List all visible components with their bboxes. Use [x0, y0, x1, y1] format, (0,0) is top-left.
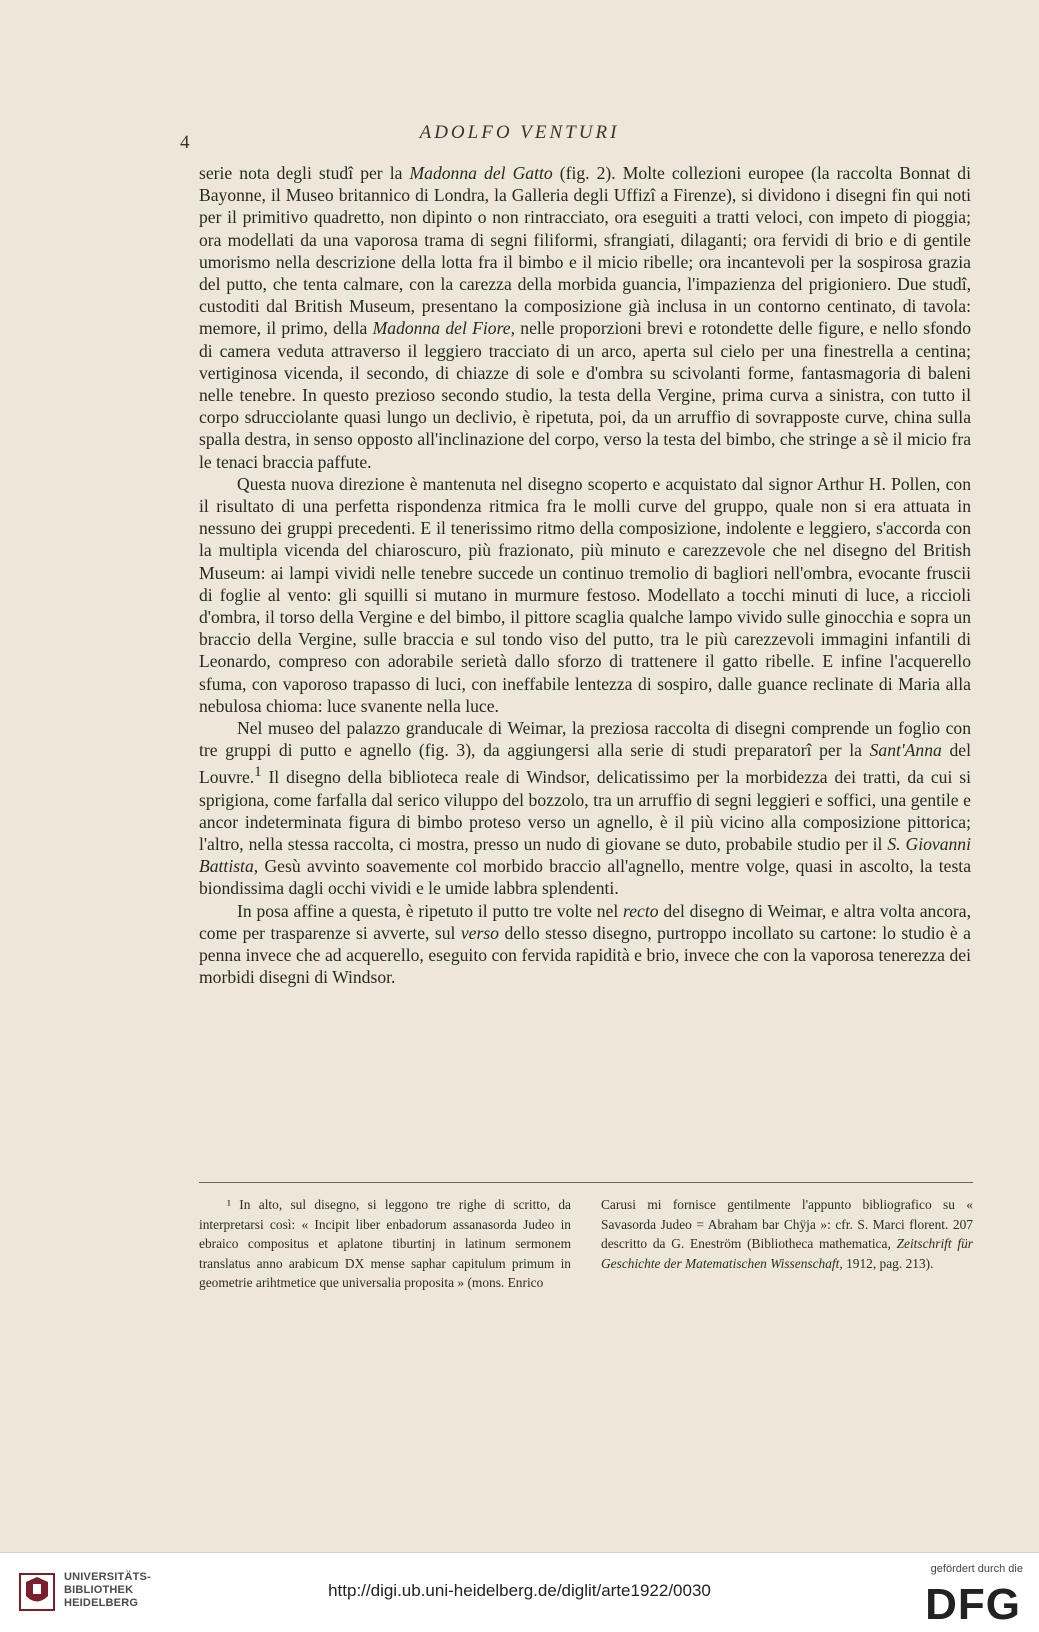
footnotes — [199, 1195, 973, 1293]
paragraph-3: Nel museo del palazzo granducale di Weimar, la preziosa raccolta di disegni comprende un foglio con tre gruppi di putto e agnello (fig. 3), da aggiungersi alla serie di studi preparatorî per la Sant'Anna del Louvre.$^1$ Il disegno della biblioteca reale di Windsor, delicatissimo per la morbidezza dei tratti, da cui si sprigiona, come farfalla dal serico viluppo del bozzolo, tra un arruffio di segni leggieri e soffici, una gentile e ancor indeterminata figura di bimbo proteso verso un agnello, è il più vicino alla composizione pittorica; l'altro, nella stessa raccolta, ci mostra, presso un nudo di giovane se duto, probabile studio per il S. Giovanni Battista, Gesù avvinto soavemente col morbido braccio all'agnello, mentre volge, quasi in ascolto, la testa biondissima dagli occhi vividi e le umide labbra splendenti. — [199, 718, 971, 899]
artwork-title: Sant'Anna — [869, 740, 942, 761]
main-text — [199, 162, 971, 988]
source-url-link[interactable]: http://digi.ub.uni-heidelberg.de/diglit/arte1922/0030 — [328, 1581, 711, 1600]
running-title: ADOLFO VENTURI — [419, 122, 620, 143]
institution-name: UNIVERSITÄTS- BIBLIOTHEK HEIDELBERG — [64, 1571, 151, 1609]
artwork-title: Madonna del Fiore, — [372, 318, 515, 339]
dfg-logo: DFG — [925, 1580, 1021, 1629]
artwork-title: S. Giovanni Battista, — [199, 833, 971, 877]
page-number: 4 — [180, 132, 190, 153]
paragraph-2: Questa nuova direzione è mantenuta nel disegno scoperto e acquistato dal signor Arthur H. Pollen, con il risultato di una perfetta rispondenza ritmica fra le molli curve del gruppo, quale non si era attuata in nessuno dei gruppi precedenti. E il tenerissimo ritmo della composizione, indolente e leggiero, s'accorda con la multipla vicenda del chiaroscuro, più frazionato, più minuto e carezzevole che nel disegno del British Museum: ai lampi vividi nelle tenebre succede un continuo tremolio di bagliori nell'ombra, evocante fruscii di foglie al vento: gli squilli si mutano in murmure festoso. Modellato a tocchi minuti di luce, a riccioli d'ombra, il torso della Vergine e del bimbo, il pittore scaglia qualche lampo vivido sulle ginocchia e sopra un braccio della Vergine, sulle braccia e sul tondo viso del putto, tra le più carezzevoli immagini infantili di Leonardo, compreso con adorabile serietà dallo sforzo di trattenere il gatto ribelle. E infine l'acquerello sfuma, con vaporoso trapasso di luci, con ineffabile lentezza di sospiro, dalle guance reclinate di Maria alla nebulosa chioma: luce svanente nella luce. — [199, 473, 971, 716]
digitization-footer — [0, 1552, 1039, 1632]
footnote-1-continued: Carusi mi fornisce gentilmente l'appunto bibliografico su « Savasorda Judeo = Abraham bar Chÿja »: cfr. S. Marci florent. 207 descritto da G. Eneström (Bibliotheca mathematica, Zeitschrift für Geschichte der Matematischen Wissenschaft, 1912, pag. 213). — [601, 1197, 973, 1271]
funding-note: gefördert durch die — [930, 1563, 1023, 1575]
footnote-column-right — [601, 1195, 973, 1293]
footnote-column-left — [199, 1195, 571, 1293]
footnote-1: ¹ In alto, sul disegno, si leggono tre righe di scritto, da interpretarsi così: « Incipit liber enbadorum assanasorda Judeo in ebraico compositus et aplatone tiburtinj in latinum sermonem translatus anno arabicum DX mense saphar capitulum primum in geometrie arihtmetice que universalia proposita » (mons. Enrico — [199, 1197, 571, 1291]
artwork-title: Madonna del Gatto — [409, 163, 553, 183]
paragraph-4: In posa affine a questa, è ripetuto il putto tre volte nel recto del disegno di Weimar, e altra volta ancora, come per trasparenze si avverte, sul verso dello stesso disegno, purtroppo incollato su cartone: lo studio è a penna invece che ad acquerello, eseguito con fervida rapidità e brio, invece che con la vaporosa tenerezza dei morbidi disegni di Windsor. — [199, 900, 971, 988]
footnote-marker: 1 — [254, 764, 262, 781]
footnote-divider — [199, 1182, 973, 1183]
paragraph-1: serie nota degli studî per la Madonna del Gatto (fig. 2). Molte collezioni europee (la raccolta Bonnat di Bayonne, il Museo britannico di Londra, la Galleria degli Uffizî a Firenze), si dividono i disegni fin qui noti per il primitivo quadretto, non dipinto o non rintracciato, ora eseguiti a tratti veloci, con impeto di pioggia; ora modellati da una vaporosa trama di segni filiformi, sfrangiati, dilaganti; ora fervidi di brio e di gentile umorismo nella descrizione della lotta fra il bimbo e il micio ribelle; ora incantevoli per la sospirosa grazia del putto, che tenta calmare, con la carezza della morbida guancia, l'impazienza del prigioniero. Due studî, custoditi dal British Museum, presentano la composizione già inclusa in un contorno centinato, di tavola: memore, il primo, della Madonna del Fiore, nelle proporzioni brevi e rotondette delle figure, e nello sfondo di camera veduta attraverso il leggiero tracciato di un arco, aperta sul cielo per una finestrella a centina; vertiginosa vicenda, il secondo, di chiazze di sole e d'ombra su scivolanti forme, fantasmagoria di baleni nelle tenebre. In questo prezioso secondo studio, la testa della Vergine, prima curva a sinistra, con tutto il corpo sdrucciolante quasi lungo un declivio, è ripetuta, poi, da un arruffio di sovrapposte curve, china sulla spalla destra, in senso opposto all'inclinazione del corpo, verso la testa del bimbo, che stringe a sè il micio fra le tenaci braccia paffute. — [199, 163, 971, 472]
